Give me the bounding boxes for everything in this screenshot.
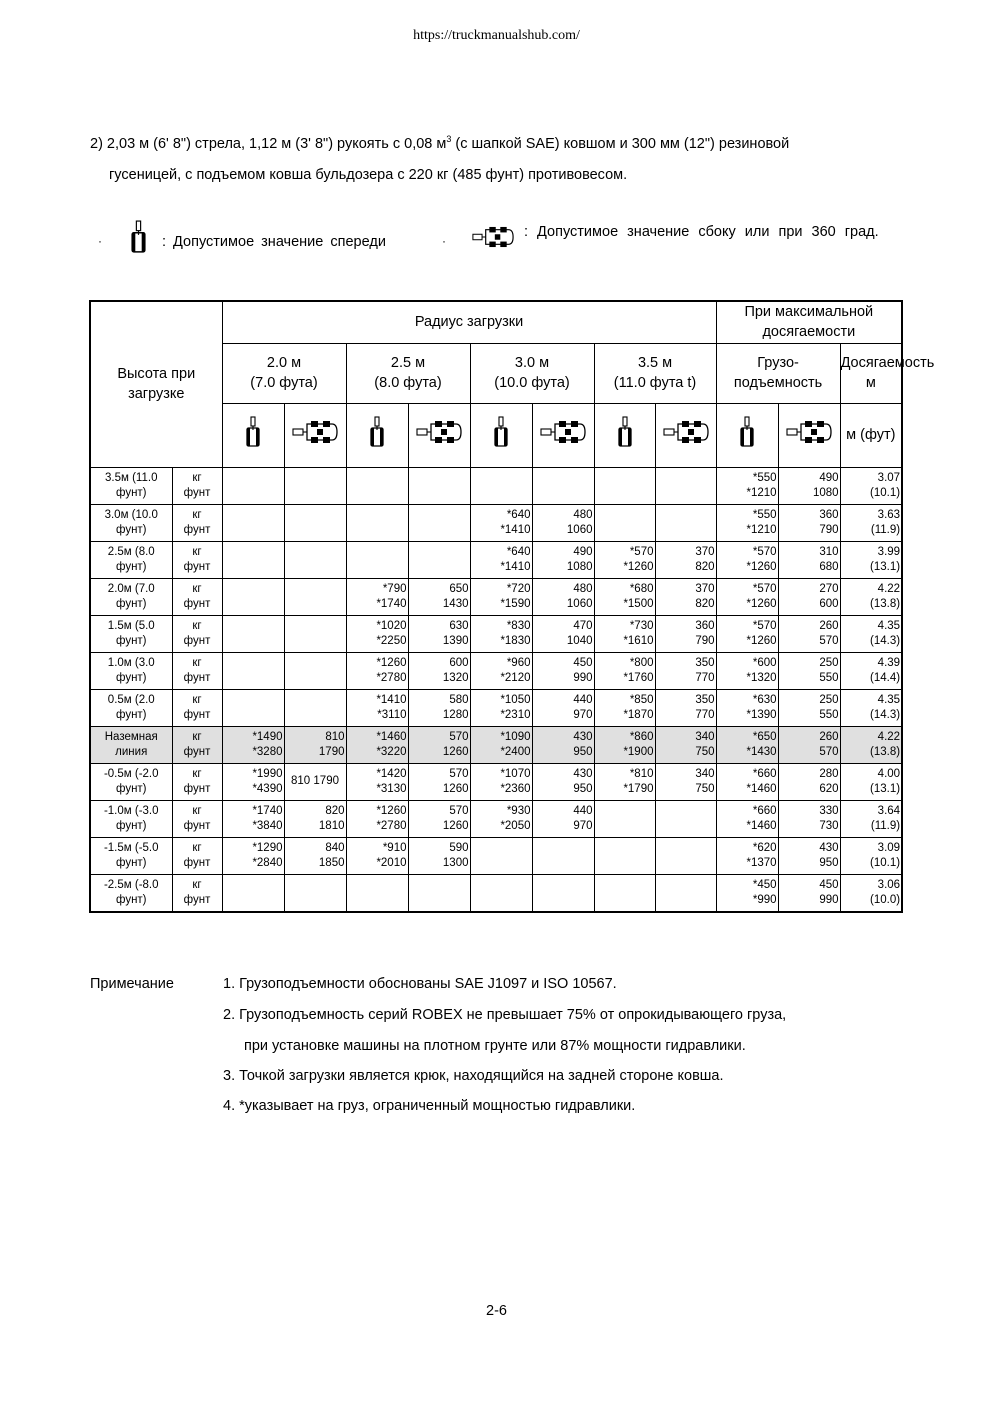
side-load-icon bbox=[655, 403, 716, 467]
table-cell bbox=[346, 874, 408, 912]
radius-2-0: 2.0 м (7.0 фута) bbox=[222, 343, 346, 403]
table-cell bbox=[594, 467, 655, 504]
table-row bbox=[90, 874, 902, 912]
row-height-label: -2.5м (-8.0 фунт) bbox=[90, 874, 172, 912]
reach-header: Досягаемость м bbox=[840, 343, 902, 403]
table-cell bbox=[284, 874, 346, 912]
table-cell: *1490 *3280 bbox=[222, 726, 284, 763]
table-cell bbox=[408, 467, 470, 504]
table-cell: 430 950 bbox=[778, 837, 840, 874]
table-cell: 810 1790 bbox=[284, 726, 346, 763]
table-cell: 490 1080 bbox=[532, 541, 594, 578]
radius-header: Радиус загрузки bbox=[222, 301, 716, 343]
table-cell: 450 990 bbox=[532, 652, 594, 689]
table-cell: 430 950 bbox=[532, 763, 594, 800]
table-cell: 3.09 (10.1) bbox=[840, 837, 902, 874]
intro-paragraph bbox=[90, 124, 910, 191]
table-cell: 490 1080 bbox=[778, 467, 840, 504]
table-cell bbox=[532, 874, 594, 912]
table-cell: *860 *1900 bbox=[594, 726, 655, 763]
table-cell: *550 *1210 bbox=[716, 504, 778, 541]
table-cell bbox=[532, 467, 594, 504]
table-cell: *630 *1390 bbox=[716, 689, 778, 726]
table-cell: *800 *1760 bbox=[594, 652, 655, 689]
table-cell bbox=[655, 504, 716, 541]
table-cell bbox=[346, 541, 408, 578]
intro-line-2: гусеницей, с подъемом ковша бульдозера с 220 кг (485 фунт) противовесом. bbox=[109, 166, 628, 183]
lift-capacity-table bbox=[89, 300, 935, 913]
table-row bbox=[90, 615, 902, 652]
radius-3-5: 3.5 м (11.0 фута t) bbox=[594, 343, 716, 403]
table-cell: *830 *1830 bbox=[470, 615, 532, 652]
table-cell: *810 *1790 bbox=[594, 763, 655, 800]
table-cell: *1260 *2780 bbox=[346, 652, 408, 689]
table-cell bbox=[408, 874, 470, 912]
table-cell bbox=[222, 874, 284, 912]
table-cell: 580 1280 bbox=[408, 689, 470, 726]
row-unit-label: кг фунт bbox=[172, 763, 222, 800]
notes-label: Примечание bbox=[90, 976, 174, 992]
table-cell bbox=[594, 874, 655, 912]
table-cell bbox=[346, 504, 408, 541]
table-cell: 480 1060 bbox=[532, 578, 594, 615]
row-height-label: 1.0м (3.0 фунт) bbox=[90, 652, 172, 689]
radius-3-0: 3.0 м (10.0 фута) bbox=[470, 343, 594, 403]
table-cell: 4.22 (13.8) bbox=[840, 726, 902, 763]
table-cell: *930 *2050 bbox=[470, 800, 532, 837]
table-row bbox=[90, 578, 902, 615]
side-load-icon bbox=[408, 403, 470, 467]
table-cell: 360 790 bbox=[778, 504, 840, 541]
table-cell bbox=[284, 541, 346, 578]
table-cell: 630 1390 bbox=[408, 615, 470, 652]
table-cell bbox=[284, 652, 346, 689]
front-load-icon bbox=[594, 403, 655, 467]
row-unit-label: кг фунт bbox=[172, 652, 222, 689]
table-row bbox=[90, 689, 902, 726]
table-cell: *600 *1320 bbox=[716, 652, 778, 689]
radius-2-5: 2.5 м (8.0 фута) bbox=[346, 343, 470, 403]
note-item: 3. Точкой загрузки является крюк, находящийся на задней стороне ковша. bbox=[223, 1068, 724, 1084]
table-cell bbox=[284, 467, 346, 504]
row-height-label: -1.5м (-5.0 фунт) bbox=[90, 837, 172, 874]
reach-unit-header: м (фут) bbox=[840, 403, 902, 467]
table-cell: 370 820 bbox=[655, 578, 716, 615]
table-cell bbox=[222, 652, 284, 689]
table-cell: 570 1260 bbox=[408, 800, 470, 837]
table-cell bbox=[222, 504, 284, 541]
table-row bbox=[90, 467, 902, 504]
note-item: при установке машины на плотном грунте или 87% мощности гидравлики. bbox=[244, 1038, 746, 1054]
table-cell bbox=[408, 504, 470, 541]
table-cell bbox=[222, 578, 284, 615]
max-reach-header: При максимальной досягаемости bbox=[716, 301, 902, 343]
legend-bullet: · bbox=[98, 234, 102, 248]
table-row bbox=[90, 837, 902, 874]
table-cell: *1070 *2360 bbox=[470, 763, 532, 800]
table-cell bbox=[470, 467, 532, 504]
table-cell: 4.22 (13.8) bbox=[840, 578, 902, 615]
table-cell: *720 *1590 bbox=[470, 578, 532, 615]
table-cell: 3.06 (10.0) bbox=[840, 874, 902, 912]
table-cell bbox=[284, 504, 346, 541]
source-url: https://truckmanualshub.com/ bbox=[413, 28, 580, 43]
row-height-label: 2.0м (7.0 фунт) bbox=[90, 578, 172, 615]
table-cell bbox=[655, 800, 716, 837]
table-cell: *650 *1430 bbox=[716, 726, 778, 763]
table-row bbox=[90, 726, 902, 763]
table-cell bbox=[408, 541, 470, 578]
table-cell: 270 600 bbox=[778, 578, 840, 615]
table-cell: 4.35 (14.3) bbox=[840, 615, 902, 652]
table-cell: 840 1850 bbox=[284, 837, 346, 874]
row-unit-label: кг фунт bbox=[172, 578, 222, 615]
table-cell: *730 *1610 bbox=[594, 615, 655, 652]
table-cell: 370 820 bbox=[655, 541, 716, 578]
row-height-label: 1.5м (5.0 фунт) bbox=[90, 615, 172, 652]
intro-text-a: 2) 2,03 м (6' 8") стрела, 1,12 м (3' 8") рукоять с 0,08 м bbox=[90, 135, 447, 152]
table-cell bbox=[655, 467, 716, 504]
front-load-icon bbox=[222, 403, 284, 467]
legend-front-text: : Допустимое значение спереди bbox=[162, 234, 386, 250]
table-cell: 350 770 bbox=[655, 652, 716, 689]
table-cell bbox=[284, 578, 346, 615]
table-cell: *620 *1370 bbox=[716, 837, 778, 874]
table-cell: 590 1300 bbox=[408, 837, 470, 874]
table-cell: *1020 *2250 bbox=[346, 615, 408, 652]
table-cell: *1050 *2310 bbox=[470, 689, 532, 726]
row-height-label: Наземная линия bbox=[90, 726, 172, 763]
table-row bbox=[90, 652, 902, 689]
table-cell bbox=[470, 837, 532, 874]
legend-bullet: · bbox=[442, 234, 446, 248]
table-cell: 330 730 bbox=[778, 800, 840, 837]
table-cell: *1260 *2780 bbox=[346, 800, 408, 837]
table-cell: 440 970 bbox=[532, 689, 594, 726]
table-cell: *640 *1410 bbox=[470, 541, 532, 578]
table-cell: 3.64 (11.9) bbox=[840, 800, 902, 837]
side-load-icon bbox=[284, 403, 346, 467]
table-cell: *660 *1460 bbox=[716, 763, 778, 800]
table-cell bbox=[532, 837, 594, 874]
row-unit-label: кг фунт bbox=[172, 800, 222, 837]
row-unit-label: кг фунт bbox=[172, 504, 222, 541]
table-cell: 360 790 bbox=[655, 615, 716, 652]
row-unit-label: кг фунт bbox=[172, 541, 222, 578]
table-cell: 350 770 bbox=[655, 689, 716, 726]
table-cell bbox=[594, 837, 655, 874]
table-cell: *1410 *3110 bbox=[346, 689, 408, 726]
intro-text-b: (с шапкой SAE) ковшом и 300 мм (12") резиновой bbox=[451, 135, 790, 152]
table-cell: 820 1810 bbox=[284, 800, 346, 837]
row-height-label: -0.5м (-2.0 фунт) bbox=[90, 763, 172, 800]
table-cell: *1740 *3840 bbox=[222, 800, 284, 837]
legend bbox=[90, 216, 902, 266]
table-cell: *660 *1460 bbox=[716, 800, 778, 837]
row-height-label: 0.5м (2.0 фунт) bbox=[90, 689, 172, 726]
table-cell: 280 620 bbox=[778, 763, 840, 800]
table-cell: 3.63 (11.9) bbox=[840, 504, 902, 541]
table-cell: *640 *1410 bbox=[470, 504, 532, 541]
table-cell bbox=[655, 874, 716, 912]
intro-superscript: 3 bbox=[446, 134, 452, 144]
table-cell: *1090 *2400 bbox=[470, 726, 532, 763]
table-cell: *570 *1260 bbox=[716, 541, 778, 578]
table-cell: 810 1790 bbox=[284, 763, 346, 800]
table-cell bbox=[655, 837, 716, 874]
side-load-icon bbox=[472, 226, 514, 248]
table-cell: *1420 *3130 bbox=[346, 763, 408, 800]
table-cell: *550 *1210 bbox=[716, 467, 778, 504]
table-row bbox=[90, 504, 902, 541]
table-row bbox=[90, 763, 902, 800]
table-cell bbox=[222, 689, 284, 726]
table-cell: 440 970 bbox=[532, 800, 594, 837]
table-cell: *570 *1260 bbox=[716, 578, 778, 615]
table-row bbox=[90, 800, 902, 837]
table-cell: *960 *2120 bbox=[470, 652, 532, 689]
page-number: 2-6 bbox=[486, 1303, 507, 1319]
table-cell: 4.39 (14.4) bbox=[840, 652, 902, 689]
table-cell: 470 1040 bbox=[532, 615, 594, 652]
note-item: 4. *указывает на груз, ограниченный мощностью гидравлики. bbox=[223, 1098, 636, 1114]
table-cell: 260 570 bbox=[778, 615, 840, 652]
table-cell: 260 570 bbox=[778, 726, 840, 763]
table-cell bbox=[222, 541, 284, 578]
row-height-label: 3.5м (11.0 фунт) bbox=[90, 467, 172, 504]
table-cell: 3.99 (13.1) bbox=[840, 541, 902, 578]
table-cell bbox=[284, 615, 346, 652]
row-unit-label: кг фунт bbox=[172, 726, 222, 763]
table-cell: *910 *2010 bbox=[346, 837, 408, 874]
table-cell: 430 950 bbox=[532, 726, 594, 763]
table-cell: *1460 *3220 bbox=[346, 726, 408, 763]
table-cell: 450 990 bbox=[778, 874, 840, 912]
table-cell: 4.35 (14.3) bbox=[840, 689, 902, 726]
front-load-icon bbox=[716, 403, 778, 467]
front-load-icon bbox=[346, 403, 408, 467]
note-item: 2. Грузоподъемность серий ROBEX не превышает 75% от опрокидывающего груза, bbox=[223, 1007, 787, 1023]
note-item: 1. Грузоподъемности обоснованы SAE J1097 и ISO 10567. bbox=[223, 976, 617, 992]
table-cell: 340 750 bbox=[655, 763, 716, 800]
table-cell: 570 1260 bbox=[408, 763, 470, 800]
table-cell: 3.07 (10.1) bbox=[840, 467, 902, 504]
row-height-label: 3.0м (10.0 фунт) bbox=[90, 504, 172, 541]
row-unit-label: кг фунт bbox=[172, 874, 222, 912]
table-cell: *680 *1500 bbox=[594, 578, 655, 615]
table-cell: 650 1430 bbox=[408, 578, 470, 615]
table-cell bbox=[594, 504, 655, 541]
side-load-icon bbox=[778, 403, 840, 467]
table-cell bbox=[594, 800, 655, 837]
table-cell: 570 1260 bbox=[408, 726, 470, 763]
row-unit-label: кг фунт bbox=[172, 467, 222, 504]
table-cell: 600 1320 bbox=[408, 652, 470, 689]
row-height-label: 2.5м (8.0 фунт) bbox=[90, 541, 172, 578]
table-cell: *850 *1870 bbox=[594, 689, 655, 726]
table-cell: 250 550 bbox=[778, 652, 840, 689]
table-cell bbox=[222, 467, 284, 504]
table-cell: 250 550 bbox=[778, 689, 840, 726]
table-cell bbox=[346, 467, 408, 504]
table-cell: 480 1060 bbox=[532, 504, 594, 541]
height-header: Высота при загрузке bbox=[90, 301, 222, 467]
table-cell: *790 *1740 bbox=[346, 578, 408, 615]
table-row bbox=[90, 541, 902, 578]
table-cell bbox=[222, 615, 284, 652]
row-height-label: -1.0м (-3.0 фунт) bbox=[90, 800, 172, 837]
table-cell: *1290 *2840 bbox=[222, 837, 284, 874]
table-cell: 340 750 bbox=[655, 726, 716, 763]
capacity-header: Грузо-подъемность bbox=[716, 343, 840, 403]
legend-side-text: : Допустимое значение сбоку или при 360 град. bbox=[524, 224, 879, 240]
intro-line-1 bbox=[90, 124, 910, 160]
table-cell: *570 *1260 bbox=[716, 615, 778, 652]
row-unit-label: кг фунт bbox=[172, 837, 222, 874]
table-cell: *1990 *4390 bbox=[222, 763, 284, 800]
table-cell: *570 *1260 bbox=[594, 541, 655, 578]
front-load-icon bbox=[130, 220, 147, 254]
table-cell bbox=[284, 689, 346, 726]
table-cell: *450 *990 bbox=[716, 874, 778, 912]
table-cell bbox=[470, 874, 532, 912]
front-load-icon bbox=[470, 403, 532, 467]
side-load-icon bbox=[532, 403, 594, 467]
table-cell: 4.00 (13.1) bbox=[840, 763, 902, 800]
row-unit-label: кг фунт bbox=[172, 689, 222, 726]
row-unit-label: кг фунт bbox=[172, 615, 222, 652]
table-cell: 310 680 bbox=[778, 541, 840, 578]
